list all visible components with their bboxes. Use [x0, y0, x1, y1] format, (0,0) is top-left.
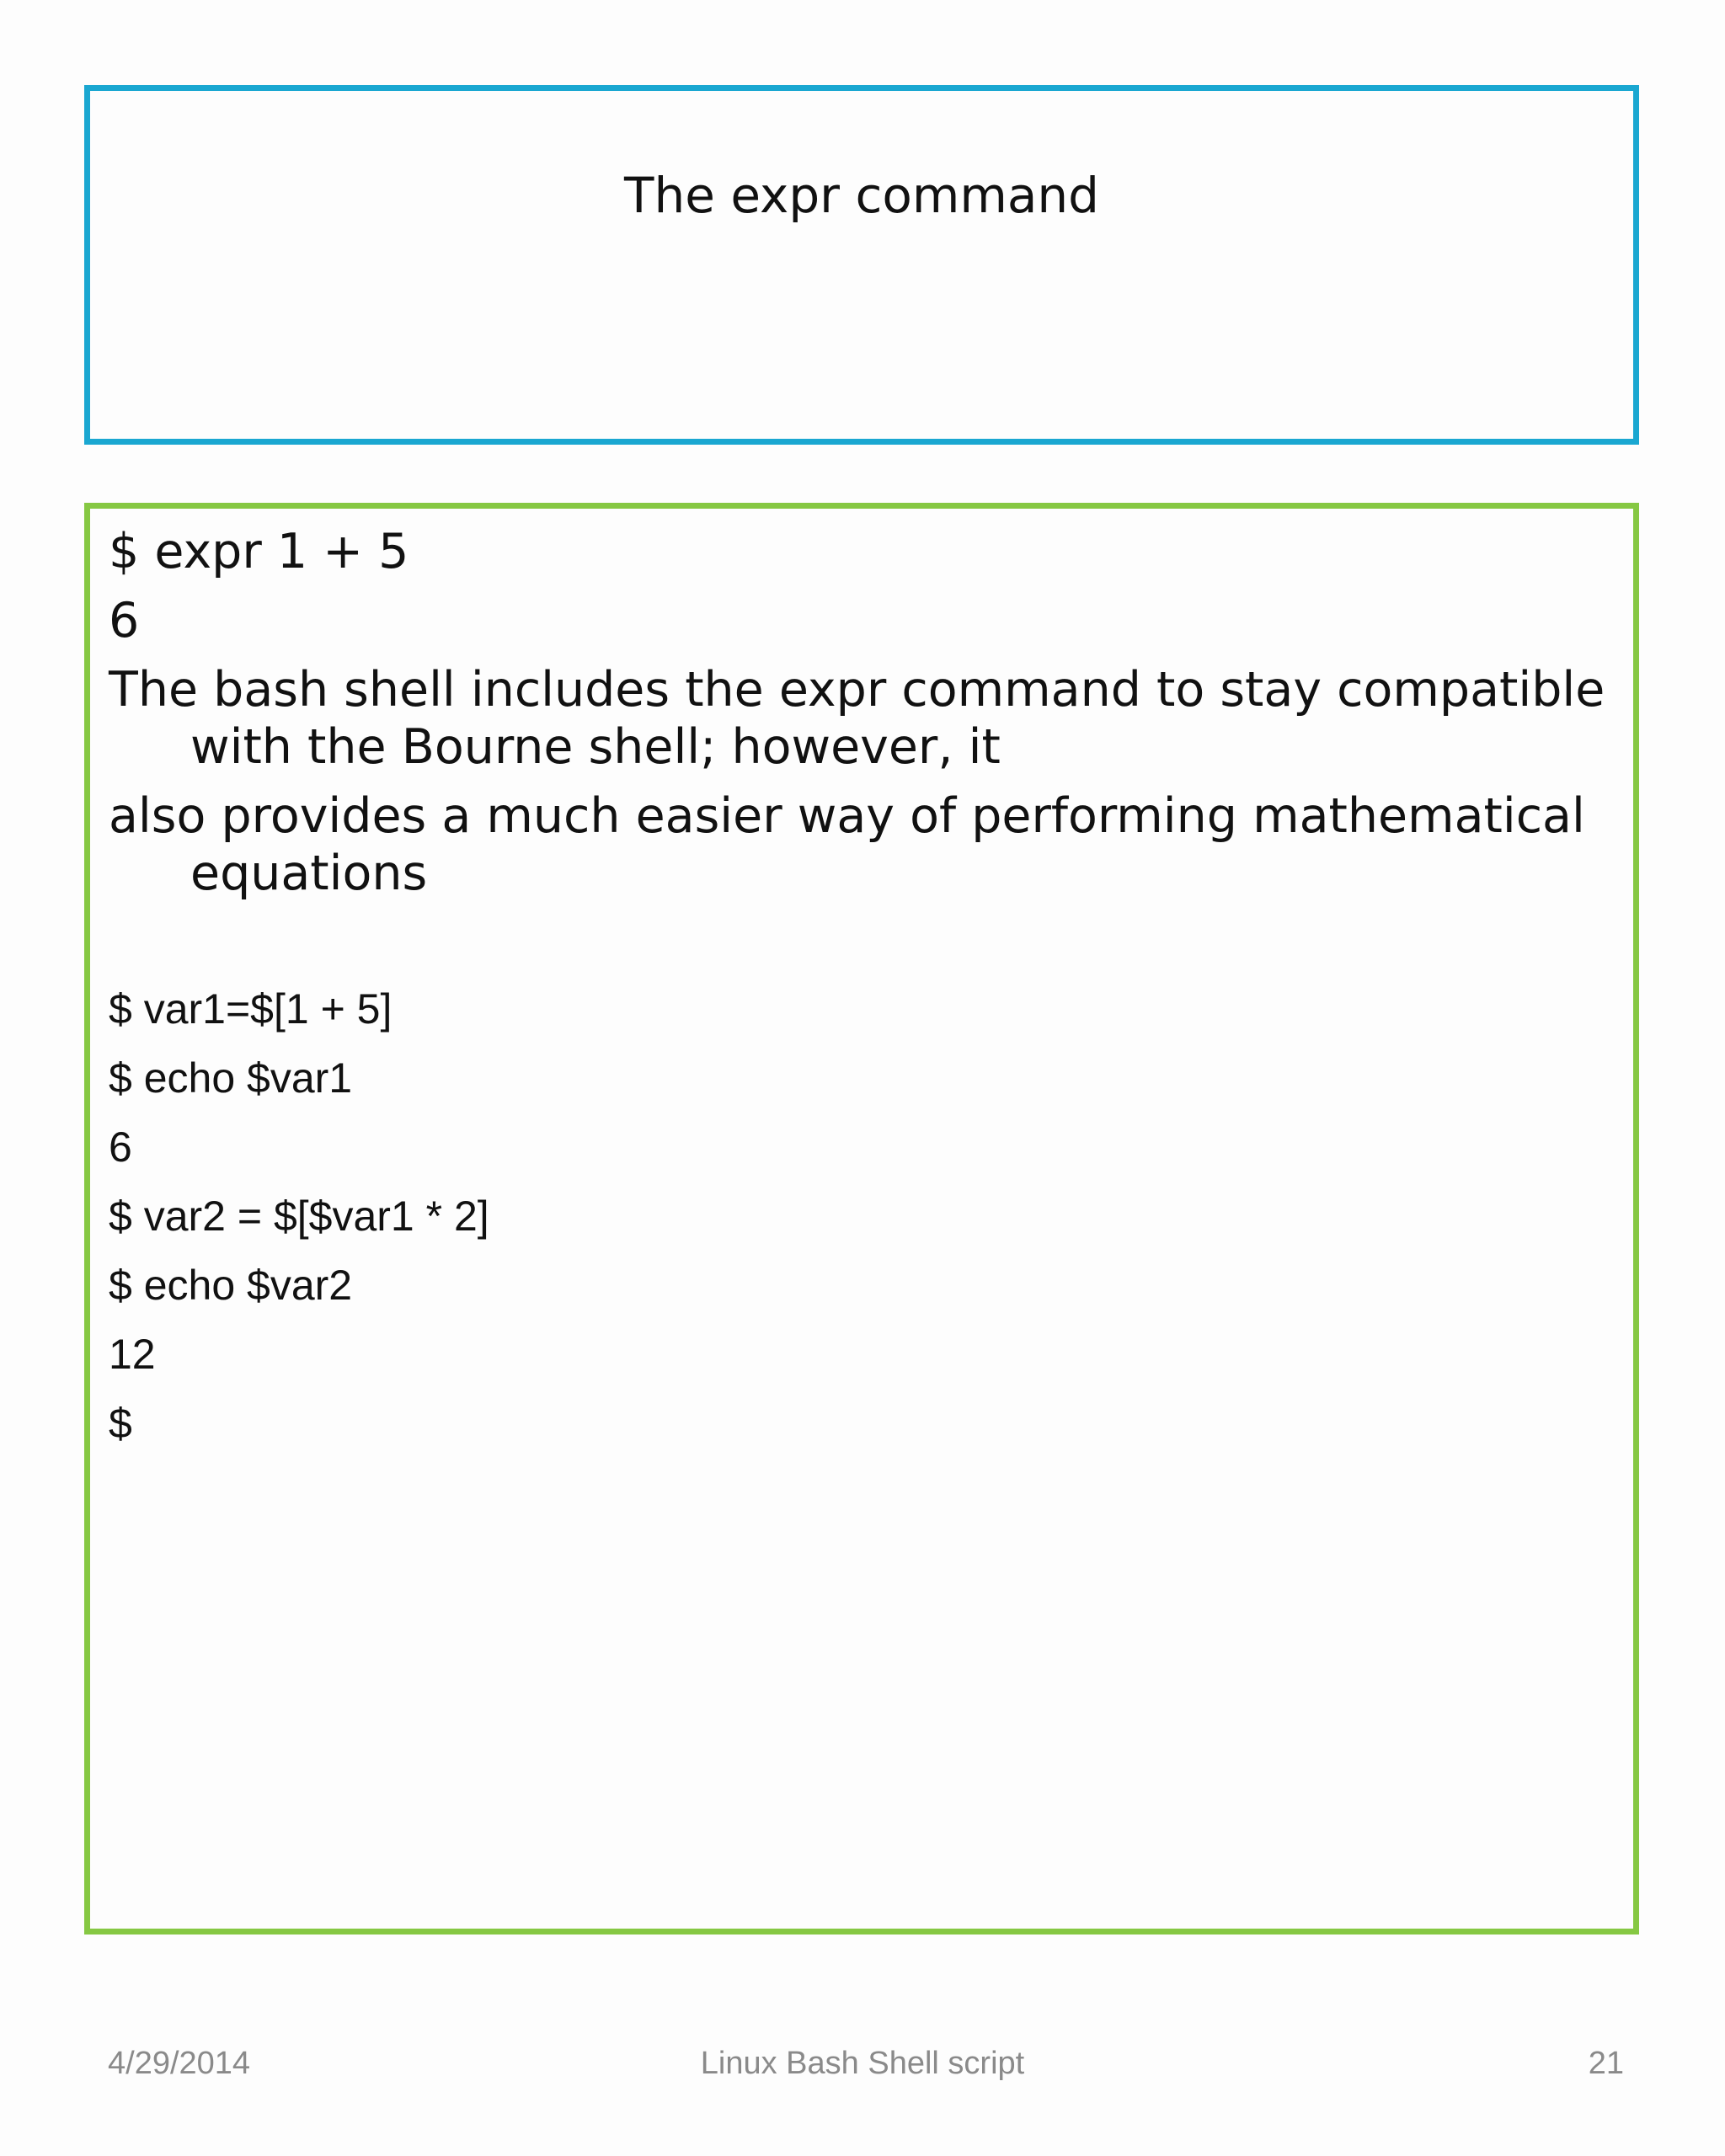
command-output-line: 6 [109, 593, 140, 648]
code-line: $ echo $var1 [109, 1054, 353, 1102]
code-line: 12 [109, 1331, 156, 1378]
footer-date: 4/29/2014 [108, 2046, 251, 2081]
code-line: $ echo $var2 [109, 1262, 353, 1309]
code-line: $ [109, 1400, 132, 1447]
title-box [84, 85, 1639, 445]
code-line: $ var1=$[1 + 5] [109, 985, 393, 1033]
footer-page-number: 21 [1588, 2046, 1624, 2081]
command-line-expr: $ expr 1 + 5 [109, 524, 409, 579]
slide-title: The expr command [624, 166, 1099, 224]
code-line: $ var2 = $[$var1 * 2] [109, 1193, 489, 1240]
code-line: 6 [109, 1123, 132, 1171]
footer-title: Linux Bash Shell script [700, 2046, 1025, 2081]
paragraph-compatibility: The bash shell includes the expr command to stay compatible with the Bourne shell; however, it [109, 662, 1605, 775]
content-box [84, 503, 1639, 1935]
paragraph-easier-way: also provides a much easier way of performing mathematical equations [109, 788, 1585, 901]
